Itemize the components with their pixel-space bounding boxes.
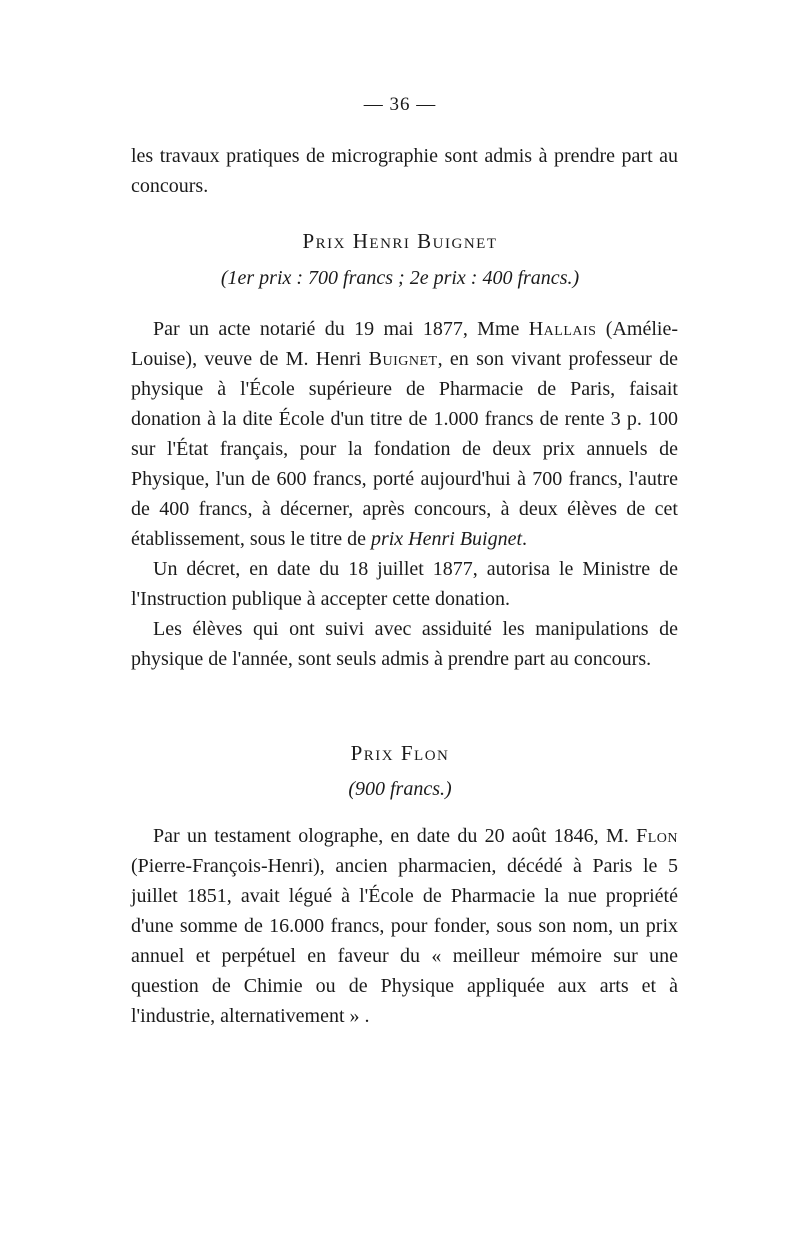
prize-name: prix Henri Buignet — [370, 528, 523, 550]
text-run: Par un testament olographe, en date du 20 août 1846, M. — [153, 825, 637, 847]
section-heading-buignet: Prix Henri Buignet — [302, 229, 498, 253]
text-run: (Pierre-François-Henri), ancien pharmacien, décédé à Paris le 5 juillet 1851, avait légué à l'École de Pharmacie la nue propriété d'une somme de 16.000 francs, pour fonder, sous son nom, un prix annuel et perpétuel en faveur du « meilleur mémoire sur une question de Chimie ou de Physique appliquée aux arts et à l'industrie, alternativement » . — [131, 855, 678, 1027]
buignet-paragraph-1 — [131, 314, 678, 554]
text-run: (Amélie-Louise), veuve de M. Henri — [131, 318, 678, 370]
person-name-flon: Flon — [636, 825, 678, 847]
person-name-buignet: Buignet — [368, 348, 438, 370]
flon-paragraphs — [131, 821, 678, 1031]
section-heading-flon: Prix Flon — [350, 741, 450, 765]
text-run: , en son vivant professeur de physique à l'École supérieure de Pharmacie de Paris, faisait donation à la dite École d'un titre de 1.000 francs de rente 3 p. 100 sur l'État français, pour la fondation de deux prix annuels de Physique, l'un de 600 francs, porté aujourd'hui à 700 francs, l'autre de 400 francs, à décerner, après concours, à deux élèves de cet établissement, sous le titre de — [131, 348, 679, 550]
buignet-paragraph-3: Les élèves qui ont suivi avec assiduité les manipulations de physique de l'année, sont seuls admis à prendre part au concours. — [131, 618, 678, 670]
buignet-paragraphs — [131, 314, 678, 674]
section-subheading-buignet: (1er prix : 700 francs ; 2e prix : 400 francs.) — [220, 267, 580, 289]
paragraph-text: les travaux pratiques de micrographie sont admis à prendre part au concours. — [131, 145, 678, 197]
section-subheading-flon: (900 francs.) — [348, 778, 452, 800]
person-name-hallais: Hallais — [528, 318, 597, 340]
text-run: Par un acte notarié du 19 mai 1877, Mme — [153, 318, 529, 340]
buignet-paragraph-2: Un décret, en date du 18 juillet 1877, autorisa le Ministre de l'Instruction publique à accepter cette donation. — [131, 558, 678, 610]
text-run: . — [522, 528, 528, 550]
page-number: — 36 — — [363, 94, 437, 115]
flon-paragraph-1 — [131, 821, 678, 1031]
continuation-paragraph — [131, 141, 678, 201]
